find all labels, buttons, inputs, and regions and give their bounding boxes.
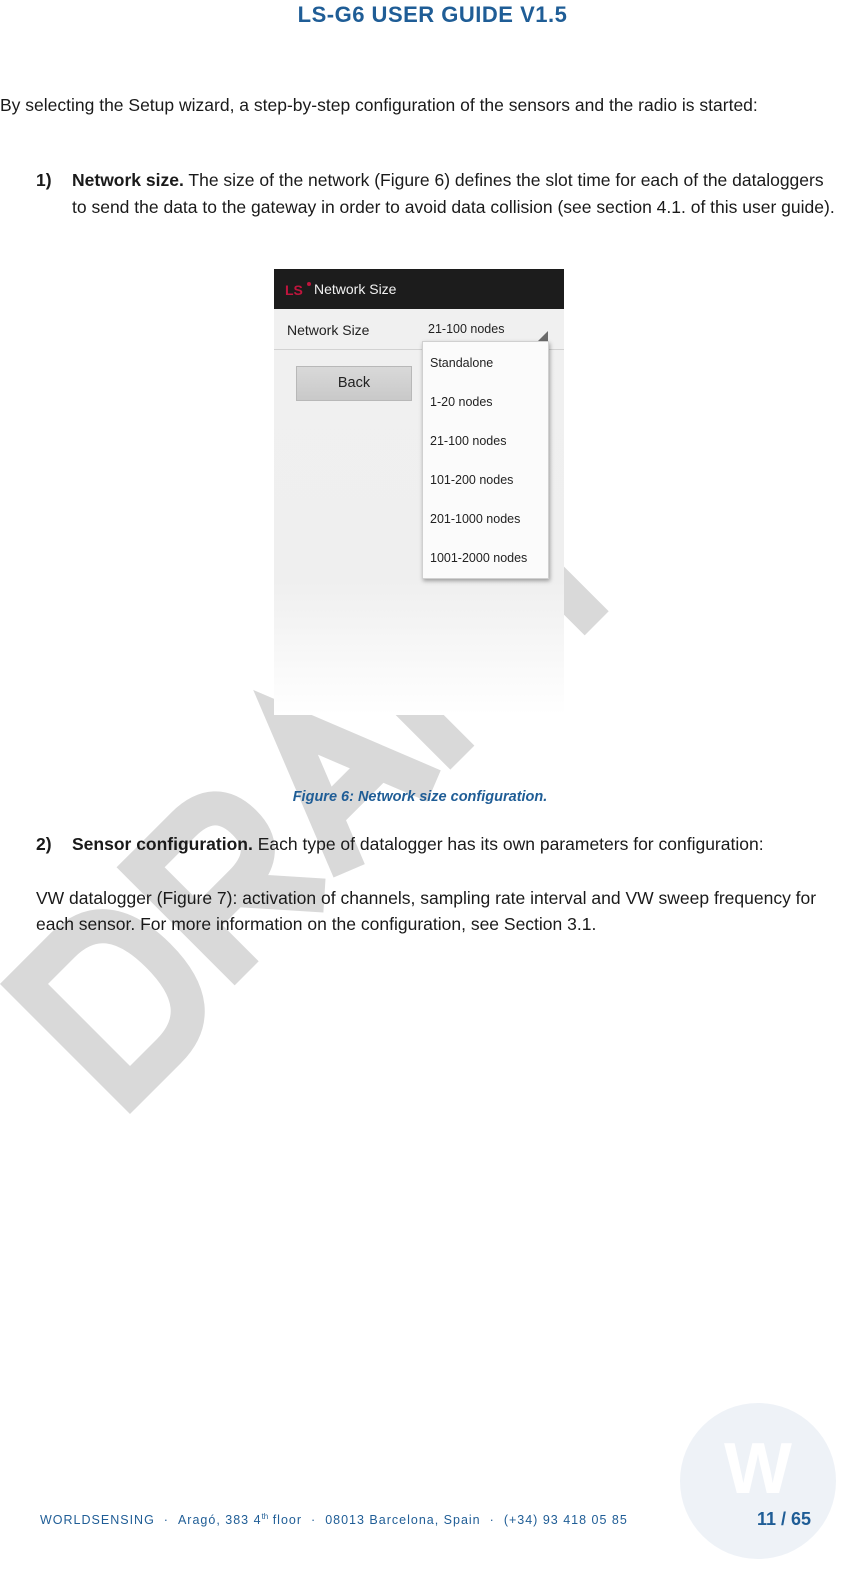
svg-text:LS: LS (285, 282, 303, 298)
dropdown-option-1-20[interactable]: 1-20 nodes (430, 395, 493, 409)
list-number: 1) (36, 170, 52, 190)
app-bar-title: Network Size (314, 281, 397, 297)
dropdown-option-1001-2000[interactable]: 1001-2000 nodes (430, 551, 528, 565)
ls-logo-icon (284, 280, 312, 298)
footer-phone: (+34) 93 418 05 85 (503, 1513, 628, 1528)
dropdown-option-21-100[interactable]: 21-100 nodes (430, 434, 507, 448)
list-item-network-size (36, 167, 836, 221)
network-size-select[interactable]: 21-100 nodes (428, 322, 505, 336)
vw-datalogger-paragraph: VW datalogger (Figure 7): activation of channels, sampling rate interval and VW sweep frequency for each sensor. For more information on the configuration, see Section 3.1. (36, 888, 817, 934)
list-text: The size of the network (Figure 6) defines the slot time for each of the dataloggers to send the data to the gateway in order to avoid data collision (see section 4.1. of this user guide). (72, 170, 835, 217)
dropdown-option-standalone[interactable]: Standalone (430, 356, 494, 370)
figure-caption: Figure 6: Network size configuration. (292, 789, 548, 805)
network-size-label: Network Size (287, 322, 370, 338)
network-size-dropdown (422, 341, 549, 579)
spinner-triangle-icon (538, 331, 548, 341)
intro-paragraph: By selecting the Setup wizard, a step-by-step configuration of the sensors and the radio is started: (0, 95, 758, 115)
footer-address (40, 1512, 840, 1532)
dropdown-option-101-200[interactable]: 101-200 nodes (430, 473, 514, 487)
network-size-screenshot (274, 269, 564, 715)
dropdown-option-201-1000[interactable]: 201-1000 nodes (430, 512, 521, 526)
footer-street: Aragó, 383 4th floor (177, 1512, 303, 1528)
back-button[interactable]: Back (296, 366, 412, 401)
page-number: 11 / 65 (757, 1509, 812, 1529)
footer-city: 08013 Barcelona, Spain (325, 1513, 481, 1528)
document-header-title: LS-G6 USER GUIDE V1.5 (297, 2, 568, 27)
footer-separator: · (311, 1513, 317, 1528)
list-lead: Sensor configuration. (72, 834, 253, 854)
worldsensing-logo-icon (678, 1393, 838, 1569)
footer-company: WORLDSENSING (40, 1513, 155, 1528)
app-bar (274, 269, 564, 309)
footer-separator: · (163, 1513, 169, 1528)
list-item-sensor-configuration (36, 831, 836, 858)
footer-separator: · (489, 1513, 495, 1528)
list-lead: Network size. (72, 170, 184, 190)
list-text: Each type of datalogger has its own parameters for configuration: (252, 834, 764, 854)
svg-text:W: W (724, 1429, 792, 1509)
list-number: 2) (36, 834, 52, 854)
